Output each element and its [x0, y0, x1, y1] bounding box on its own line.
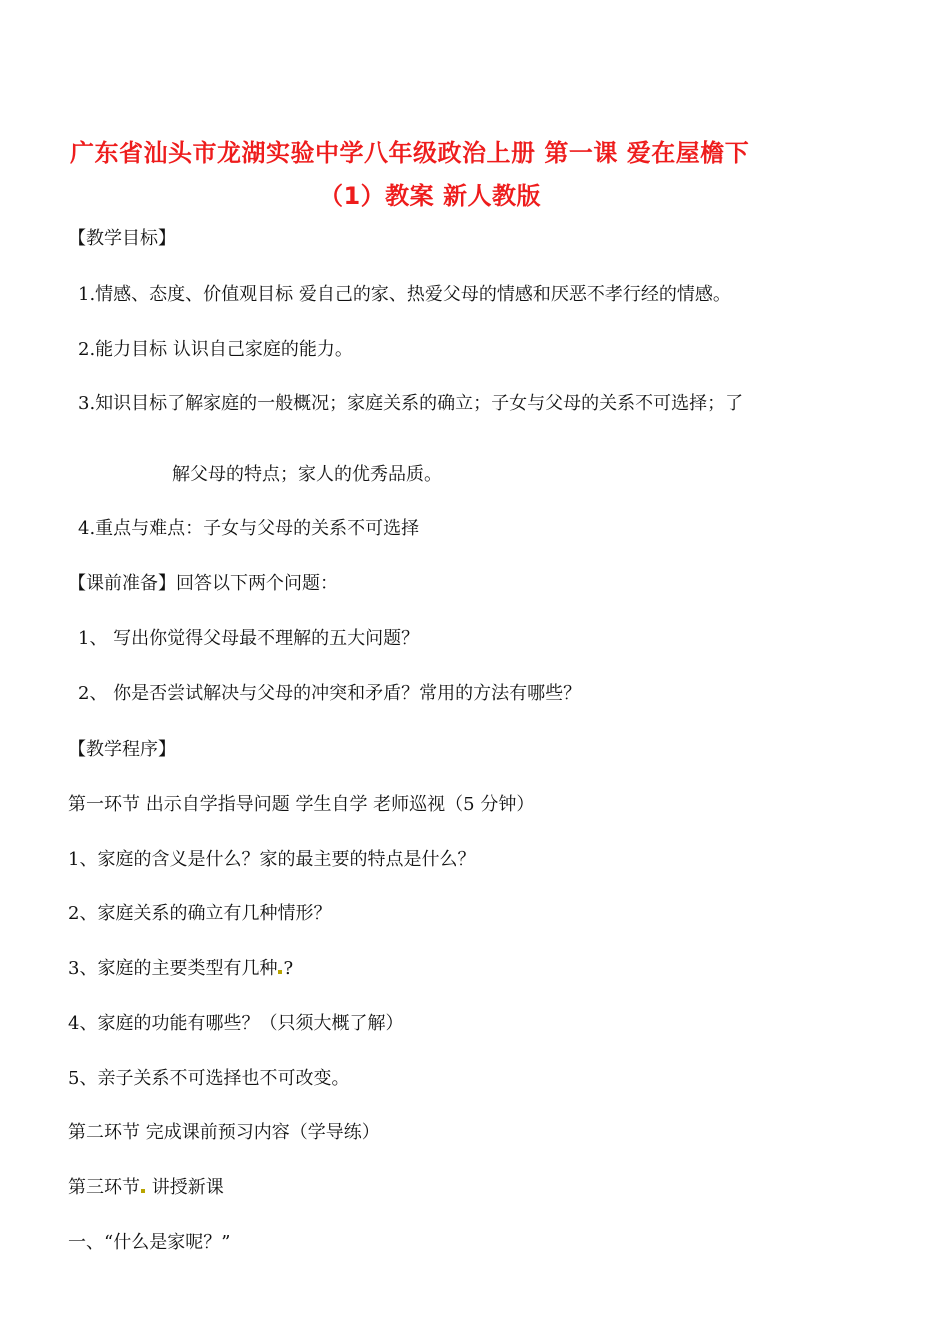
objective-item-3-continued: 解父母的特点；家人的优秀品质。: [172, 464, 442, 485]
stage-3-heading: [68, 1173, 224, 1199]
stage-1-question-4: 4、家庭的功能有哪些？（只须大概了解）: [68, 1013, 404, 1034]
mark-dot: [278, 970, 282, 974]
stage-1-question-3-text: 3、家庭的主要类型有几种: [68, 958, 278, 979]
objective-item-1: 1.情感、态度、价值观目标 爱自己的家、热爱父母的情感和厌恶不孝行经的情感。: [78, 284, 731, 305]
mark-dot: [141, 1189, 145, 1193]
objective-item-2: 2.能力目标 认识自己家庭的能力。: [78, 339, 353, 360]
stage-3-text: 讲授新课: [146, 1177, 224, 1198]
document-title-line2: （1）教案 新人教版: [318, 182, 542, 210]
stage-1-question-2: 2、家庭关系的确立有几种情形？: [68, 903, 332, 924]
stage-1-question-5: 5、亲子关系不可选择也不可改变。: [68, 1068, 350, 1089]
procedure-heading: 【教学程序】: [68, 739, 176, 760]
objectives-heading: 【教学目标】: [68, 228, 176, 249]
stage-2-heading: 第二环节 完成课前预习内容（学导练）: [68, 1122, 380, 1143]
stage-1-heading: 第一环节 出示自学指导问题 学生自学 老师巡视（5 分钟）: [68, 794, 535, 815]
preparation-heading: 【课前准备】回答以下两个问题：: [68, 573, 338, 594]
document-title-line1: 广东省汕头市龙湖实验中学八年级政治上册 第一课 爱在屋檐下: [70, 139, 750, 167]
section-1-heading: 一、“什么是家呢？”: [68, 1232, 231, 1253]
objective-item-3: 3.知识目标了解家庭的一般概况；家庭关系的确立；子女与父母的关系不可选择；了: [78, 393, 744, 414]
stage-1-question-1: 1、家庭的含义是什么？家的最主要的特点是什么？: [68, 849, 476, 870]
stage-3-label: 第三环节: [68, 1177, 140, 1198]
preparation-question-2: 2、 你是否尝试解决与父母的冲突和矛盾？常用的方法有哪些？: [78, 683, 582, 704]
objective-item-4: 4.重点与难点：子女与父母的关系不可选择: [78, 518, 420, 539]
stage-1-question-3-mark: ?: [283, 958, 294, 979]
stage-1-question-3: [68, 954, 293, 980]
preparation-question-1: 1、 写出你觉得父母最不理解的五大问题？: [78, 628, 420, 649]
